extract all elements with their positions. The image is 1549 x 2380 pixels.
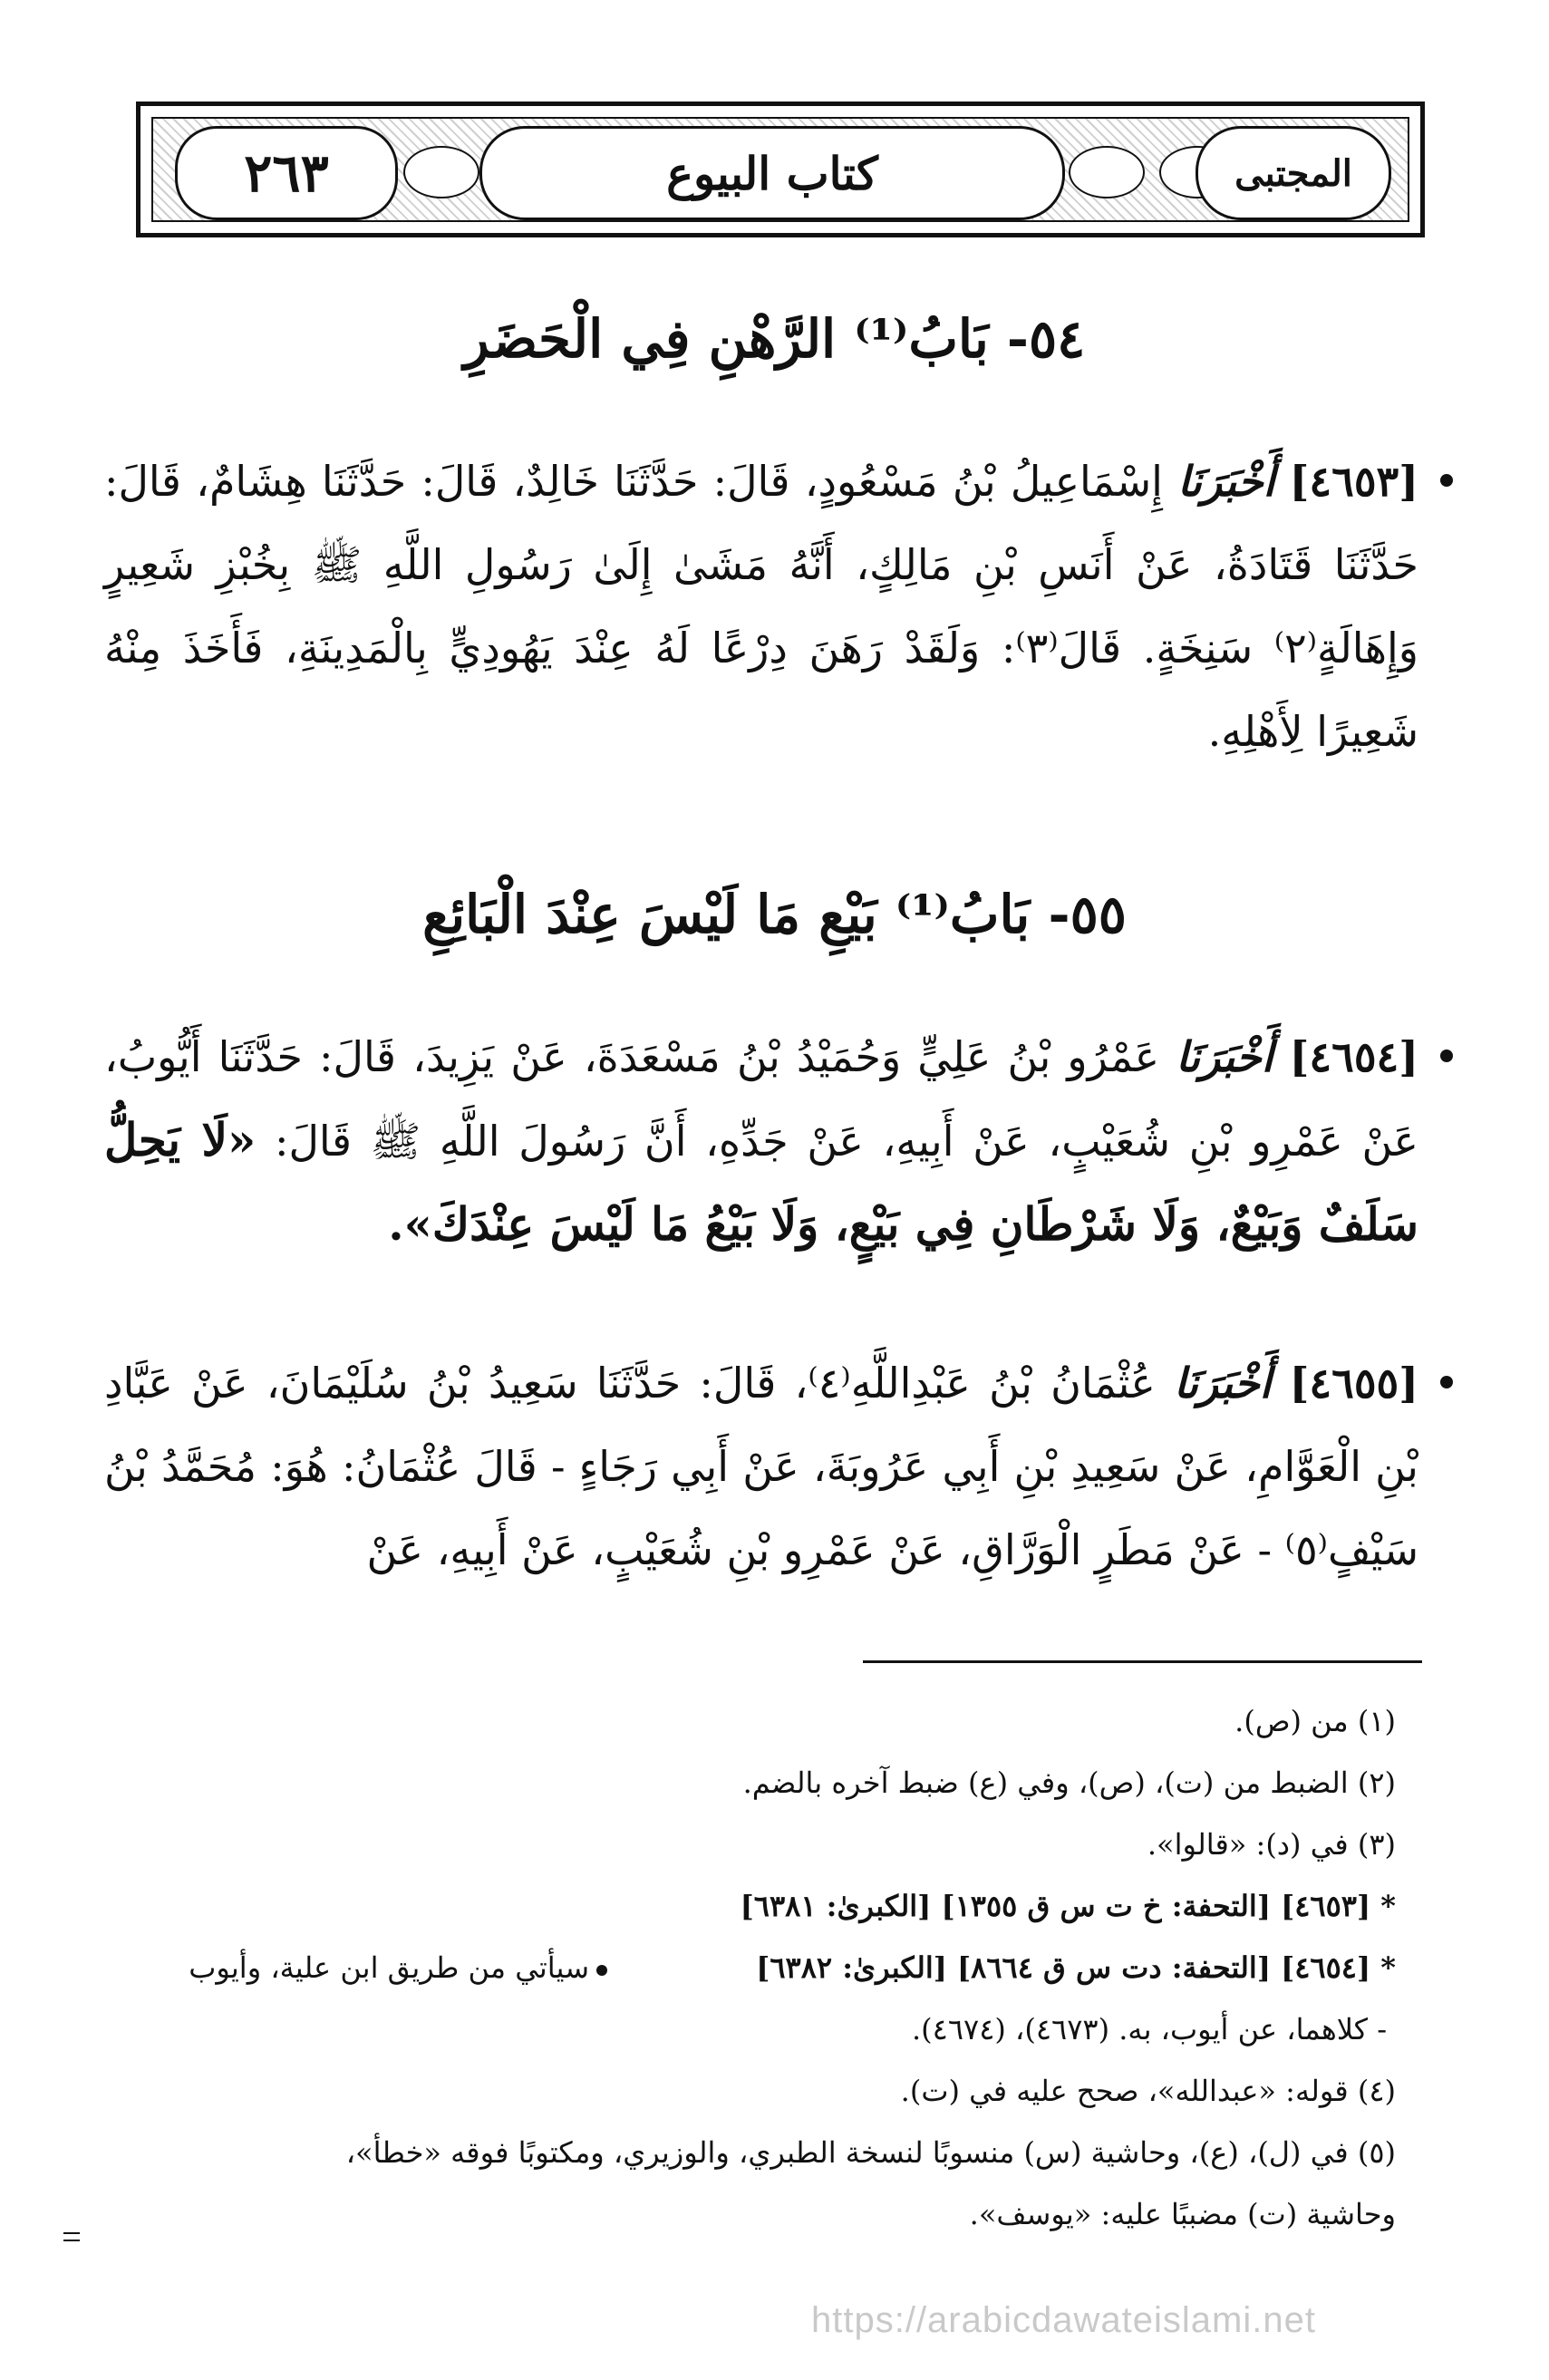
ornament-icon bbox=[1069, 146, 1145, 198]
footnote-5: (٥) في (ل)، (ع)، وحاشية (س) منسوبًا لنسخة الطبري، والوزيري، ومكتوبًا فوقه «خطأ»، bbox=[345, 2135, 1396, 2170]
hadith-4655 bbox=[104, 1341, 1418, 1592]
footnote-4: (٤) قوله: «عبدالله»، صحح عليه في (ت). bbox=[900, 2074, 1396, 2108]
hadith-4653 bbox=[104, 440, 1418, 773]
side-note-text: سيأتي من طريق ابن علية، وأيوب bbox=[189, 1950, 589, 1985]
footnote-3: (٣) في (د): «قالوا». bbox=[1147, 1827, 1396, 1862]
book-title: كتاب البيوع bbox=[479, 126, 1065, 220]
hadith-4654 bbox=[104, 1015, 1418, 1267]
takhrij-4654-continued: - كلاهما، عن أيوب، به. (٤٦٧٣)، (٤٦٧٤). bbox=[911, 2012, 1387, 2046]
footnote-1: (١) من (ص). bbox=[1234, 1704, 1396, 1738]
hadith-number: [٤٦٥٥] bbox=[1289, 1359, 1418, 1408]
footnote-divider bbox=[863, 1660, 1422, 1663]
bullet-icon bbox=[1440, 1050, 1453, 1062]
margin-mark bbox=[63, 2232, 80, 2241]
bullet-icon bbox=[1440, 1376, 1453, 1388]
chapter-heading-54: ٥٤- بَابُ⁽¹⁾ الرَّهْنِ فِي الْحَضَرِ bbox=[463, 308, 1086, 370]
hadith-opening: أَخْبَرَنَا bbox=[1176, 1032, 1273, 1081]
hadith-text: إِسْمَاعِيلُ بْنُ مَسْعُودٍ، قَالَ: حَدَّثَنَا خَالِدٌ، قَالَ: حَدَّثَنَا هِشَامٌ، قَالَ: حَدَّثَنَا قَتَادَةُ، عَنْ أَنَسِ بْنِ مَالِكٍ، أَنَّهُ مَشَىٰ إِلَىٰ رَسُولِ اللَّهِ ﷺ بِخُبْزِ شَعِيرٍ وَإِهَالَةٍ⁽٢⁾ سَنِخَةٍ. قَالَ⁽٣⁾: وَلَقَدْ رَهَنَ دِرْعًا لَهُ عِنْدَ يَهُودِيٍّ بِالْمَدِينَةِ، فَأَخَذَ مِنْهُ شَعِيرًا لِأَهْلِهِ. bbox=[104, 457, 1418, 756]
hadith-text: عَمْرُو بْنُ عَلِيٍّ وَحُمَيْدُ بْنُ مَسْعَدَةَ، عَنْ يَزِيدَ، قَالَ: حَدَّثَنَا أَيُّوبُ، عَنْ عَمْرِو بْنِ شُعَيْبٍ، عَنْ أَبِيهِ، عَنْ جَدِّهِ، أَنَّ رَسُولَ اللَّهِ ﷺ قَالَ: bbox=[104, 1032, 1418, 1166]
page-number: ٢٦٣ bbox=[175, 126, 398, 220]
takhrij-4653: * [٤٦٥٣] [التحفة: خ ت س ق ١٣٥٥] [الكبرىٰ: ٦٣٨١] bbox=[740, 1889, 1396, 1923]
ornament-icon bbox=[403, 146, 479, 198]
hadith-number: [٤٦٥٣] bbox=[1289, 457, 1418, 506]
prophet-saying: «لَا يَحِلُّ سَلَفٌ وَبَيْعٌ، وَلَا شَرْطَانِ فِي بَيْعٍ، وَلَا بَيْعُ مَا لَيْسَ عِنْدَكَ». bbox=[104, 1113, 1418, 1251]
bullet-icon bbox=[596, 1965, 607, 1976]
bullet-icon bbox=[1440, 474, 1453, 487]
page-header bbox=[136, 102, 1425, 237]
hadith-opening: أَخْبَرَنَا bbox=[1174, 1359, 1272, 1408]
hadith-number: [٤٦٥٤] bbox=[1289, 1032, 1418, 1081]
footnote-5-continued: وحاشية (ت) مضببًا عليه: «يوسف». bbox=[969, 2197, 1396, 2231]
book-logo: المجتبى bbox=[1196, 126, 1391, 220]
chapter-heading-55: ٥٥- بَابُ⁽¹⁾ بَيْعِ مَا لَيْسَ عِنْدَ الْبَائِعِ bbox=[422, 884, 1127, 945]
takhrij-4654: * [٤٦٥٤] [التحفة: دت س ق ٨٦٦٤] [الكبرىٰ: ٦٣٨٢] bbox=[756, 1950, 1396, 1985]
footnote-2: (٢) الضبط من (ت)، (ص)، وفي (ع) ضبط آخره بالضم. bbox=[742, 1766, 1396, 1800]
takhrij-4654-note bbox=[100, 1943, 607, 1992]
watermark-url: https://arabicdawateislami.net bbox=[811, 2300, 1316, 2340]
hadith-text: عُثْمَانُ بْنُ عَبْدِاللَّهِ⁽٤⁾، قَالَ: حَدَّثَنَا سَعِيدُ بْنُ سُلَيْمَانَ، عَنْ عَبَّادِ بْنِ الْعَوَّامِ، عَنْ سَعِيدِ بْنِ أَبِي عَرُوبَةَ، عَنْ أَبِي رَجَاءٍ - قَالَ عُثْمَانُ: هُوَ: مُحَمَّدُ بْنُ سَيْفٍ⁽٥⁾ - عَنْ مَطَرٍ الْوَرَّاقِ، عَنْ عَمْرِو بْنِ شُعَيْبٍ، عَنْ أَبِيهِ، عَنْ bbox=[104, 1359, 1418, 1574]
header-ornamental-band bbox=[151, 117, 1409, 222]
hadith-opening: أَخْبَرَنَا bbox=[1177, 457, 1275, 506]
